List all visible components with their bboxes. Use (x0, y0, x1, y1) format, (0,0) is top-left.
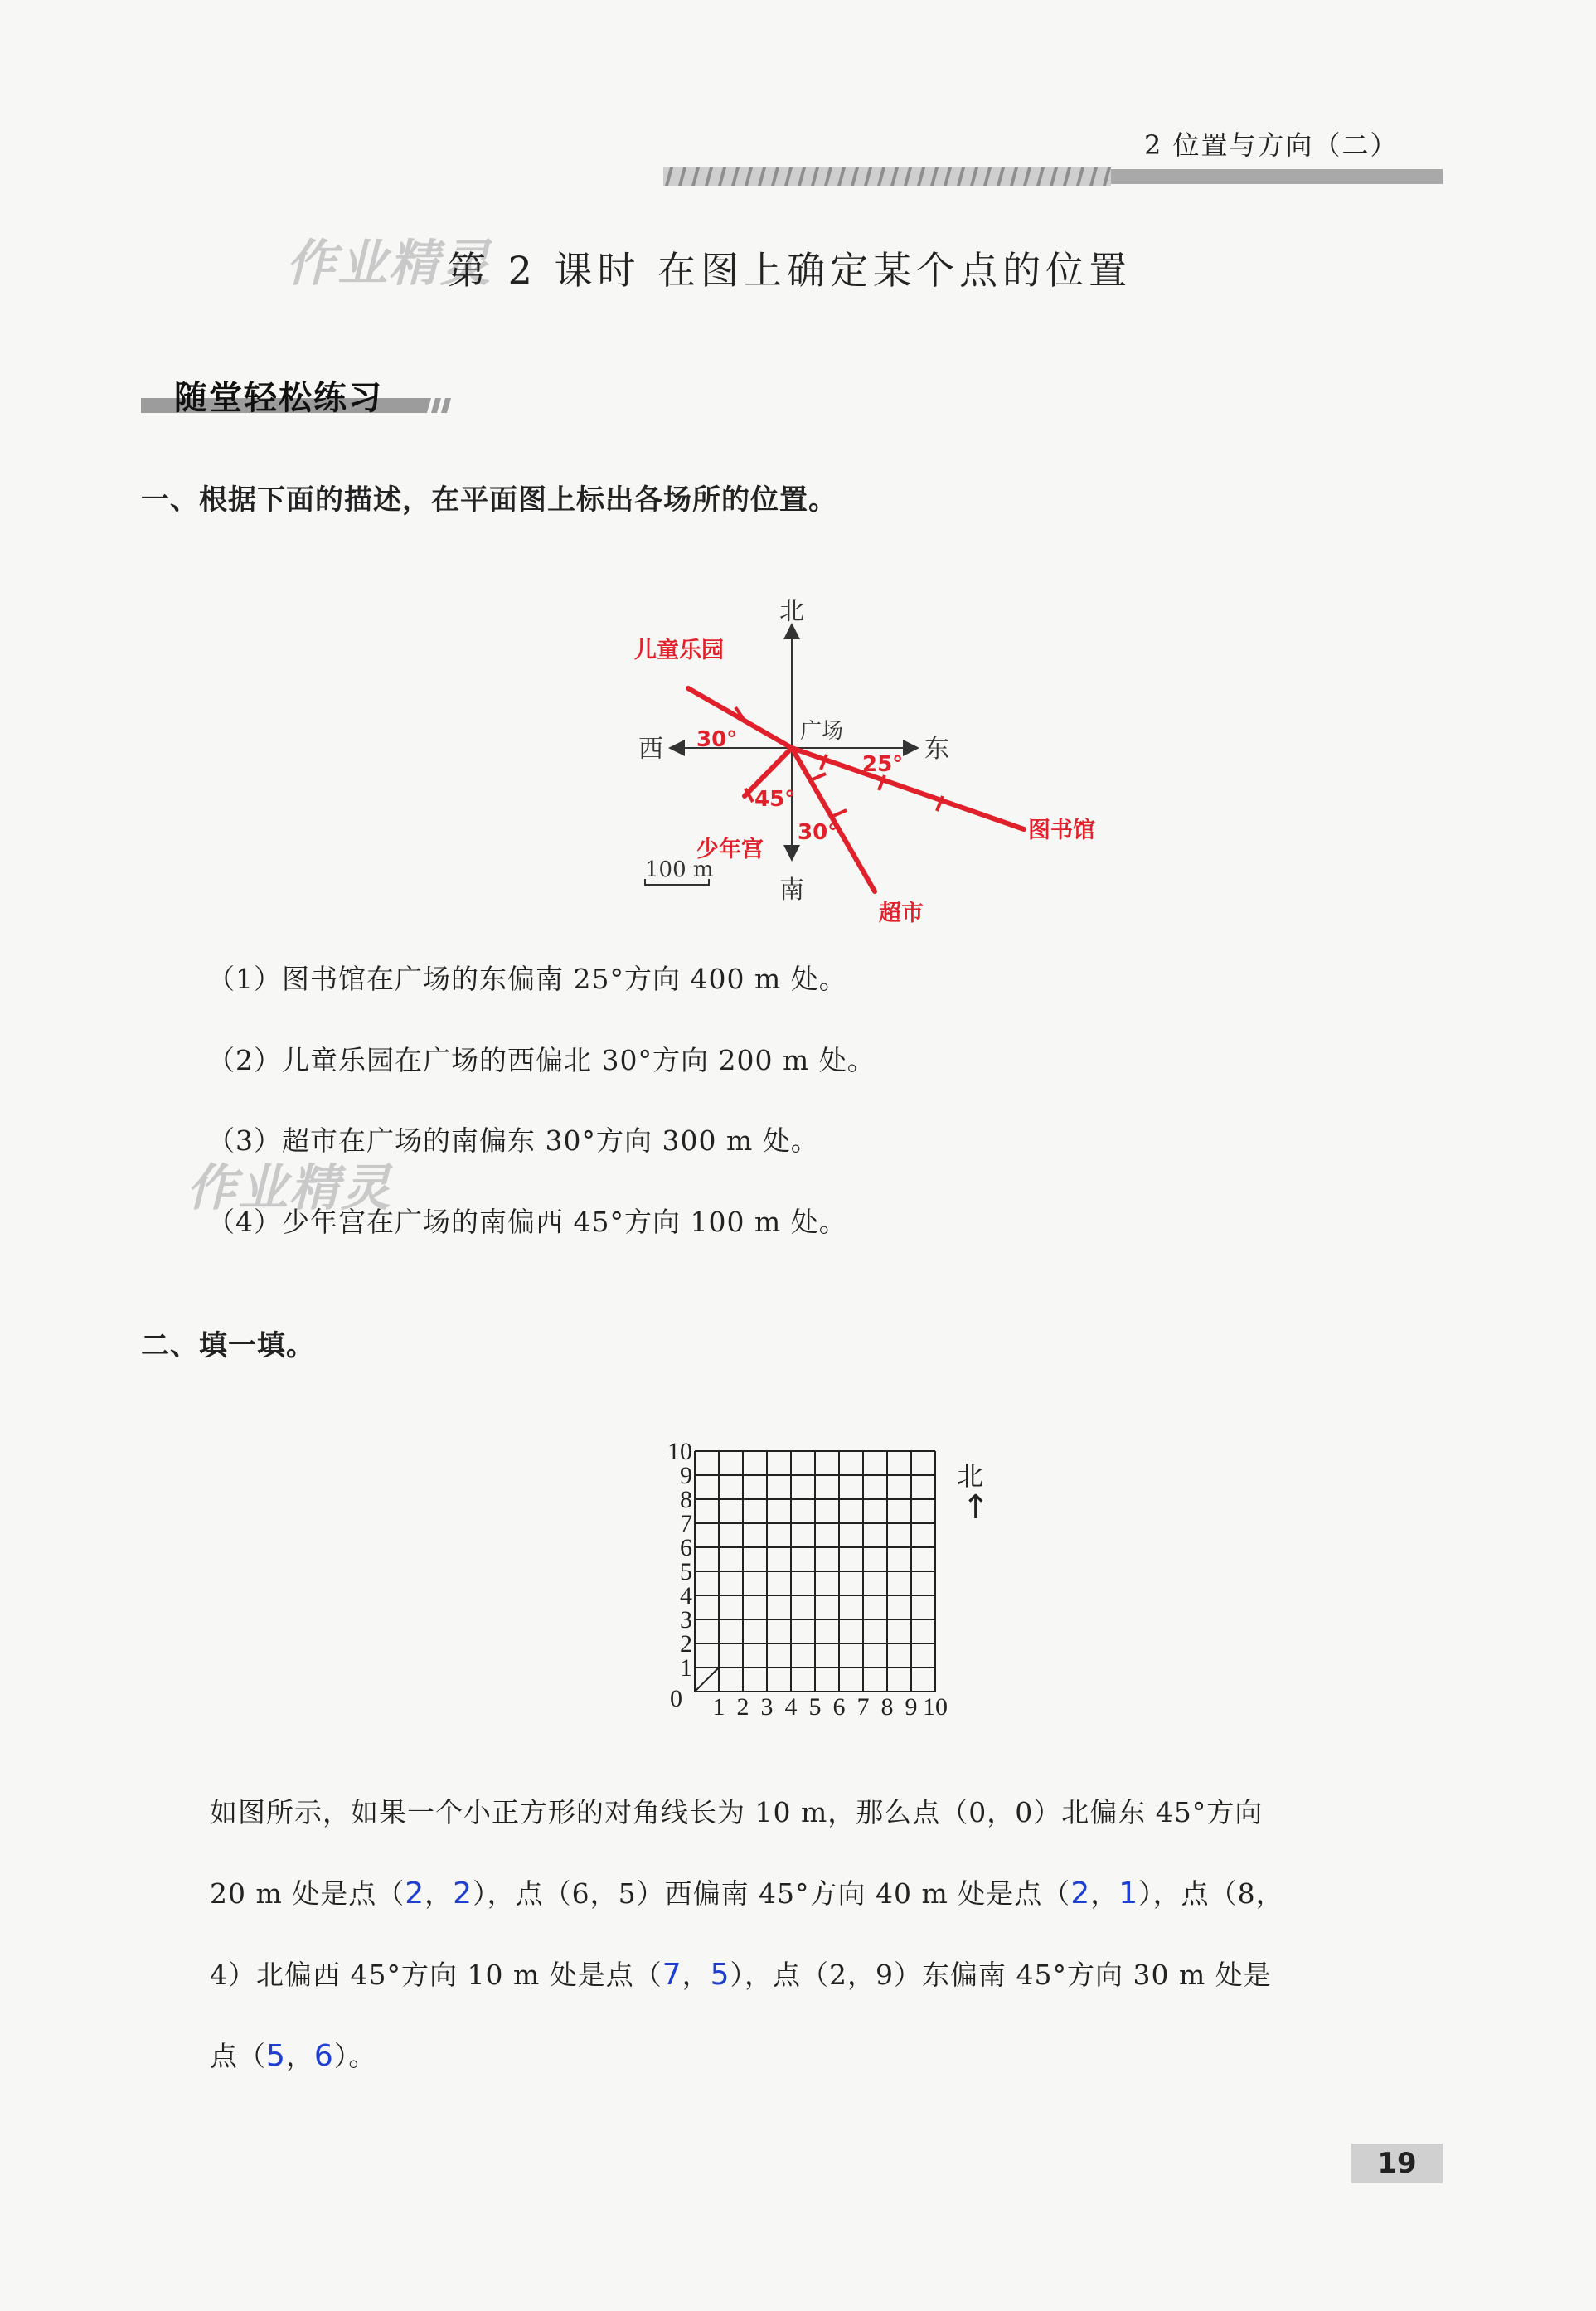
grid-y-tick-label: 2 (680, 1630, 692, 1658)
direction-diagram (605, 585, 1119, 933)
q2-text: ），点（6，5）西偏南 45°方向 40 m 处是点（ (473, 1877, 1071, 1910)
angle-label-youth-palace: 45° (754, 787, 796, 812)
watermark-2: 作业精灵 (187, 1159, 392, 1217)
grid-y-tick-label: 3 (680, 1606, 692, 1634)
answer-2-y: 1 (1118, 1876, 1139, 1910)
grid-y-tick-label: 5 (680, 1558, 692, 1585)
scale-label: 100 m (645, 857, 714, 882)
grid-y-tick-label: 4 (680, 1582, 692, 1609)
grid-x-tick-label: 4 (784, 1693, 798, 1721)
grid-north-label: 北 (957, 1460, 984, 1492)
q2-text: ， (1090, 1877, 1119, 1910)
grid-y-tick-label: 1 (680, 1654, 692, 1682)
q1-item-4: （4）少年宫在广场的南偏西 45°方向 100 m 处。 (207, 1206, 847, 1238)
place-label-supermarket: 超市 (879, 901, 924, 926)
q2-paragraph-line-1: 如图所示，如果一个小正方形的对角线长为 10 m，那么点（0，0）北偏东 45°方向 (210, 1796, 1264, 1828)
grid-y-tick-label: 7 (680, 1510, 692, 1537)
grid-x-tick-label: 10 (923, 1693, 948, 1721)
grid-y-tick-label: 6 (680, 1534, 692, 1561)
q2-text: ）。 (333, 2040, 377, 2072)
question-1-heading: 一、根据下面的描述，在平面图上标出各场所的位置。 (141, 483, 837, 517)
header-stripe-bar (663, 167, 1443, 186)
grid-x-tick-label: 8 (880, 1693, 894, 1721)
q2-paragraph-line-3 (210, 1954, 1445, 1993)
q2-text: ），点（2，9）东偏南 45°方向 30 m 处是 (730, 1959, 1272, 1991)
q1-item-1: （1）图书馆在广场的东偏南 25°方向 400 m 处。 (207, 963, 847, 995)
angle-label-library: 25° (862, 752, 904, 777)
grid-x-tick-label: 6 (832, 1693, 846, 1721)
page-number: 19 (1351, 2144, 1443, 2183)
q2-text: ， (682, 1959, 711, 1991)
q2-text: ， (285, 2040, 314, 2072)
angle-label-supermarket: 30° (798, 820, 839, 845)
question-2-heading: 二、填一填。 (141, 1329, 315, 1362)
answer-1-x: 2 (405, 1876, 425, 1910)
grid-x-tick-label: 3 (760, 1693, 774, 1721)
origin-diagonal (695, 1668, 719, 1692)
q1-item-3: （3）超市在广场的南偏东 30°方向 300 m 处。 (207, 1124, 819, 1157)
east-label: 东 (924, 735, 949, 764)
q2-text: 4）北偏西 45°方向 10 m 处是点（ (210, 1959, 662, 1991)
answer-3-y: 5 (710, 1958, 730, 1992)
q2-text: ， (424, 1877, 454, 1910)
q2-text: 20 m 处是点（ (210, 1877, 405, 1910)
answer-4-y: 6 (313, 2039, 334, 2073)
north-arrow-icon: ↑ (962, 1488, 990, 1527)
place-label-playground: 儿童乐园 (634, 638, 724, 663)
grid-x-tick-label: 9 (905, 1693, 918, 1721)
grid-x-tick-label: 2 (736, 1693, 749, 1721)
north-label: 北 (779, 597, 804, 626)
grid-x-tick-label: 7 (856, 1693, 870, 1721)
grid-y-tick-label: 9 (680, 1462, 692, 1489)
grid-y-tick-label: 8 (680, 1486, 692, 1513)
grid-x-tick-label: 5 (808, 1693, 822, 1721)
angle-label-playground: 30° (696, 727, 738, 752)
grid-y-tick-label: 10 (667, 1443, 692, 1465)
answer-3-x: 7 (662, 1958, 682, 1992)
lesson-title: 第 2 课时 在图上确定某个点的位置 (448, 248, 1133, 293)
south-label: 南 (779, 876, 804, 905)
coordinate-grid (655, 1443, 1003, 1729)
answer-1-y: 2 (453, 1876, 473, 1910)
answer-2-x: 2 (1070, 1876, 1091, 1910)
q2-paragraph-line-4 (210, 2035, 1445, 2074)
grid-x-tick-label: 1 (712, 1693, 725, 1721)
q2-text: 点（ (210, 2040, 266, 2072)
section-title: 随堂轻松练习 (174, 379, 383, 417)
place-label-youth-palace: 少年宫 (696, 837, 764, 862)
center-label: 广场 (800, 719, 844, 744)
place-label-library: 图书馆 (1028, 818, 1095, 843)
q2-paragraph-line-2 (210, 1872, 1445, 1911)
grid-origin-label: 0 (670, 1685, 682, 1712)
q2-text: ），点（8， (1138, 1877, 1284, 1910)
chapter-label: 2 位置与方向（二） (1144, 129, 1399, 161)
q1-item-2: （2）儿童乐园在广场的西偏北 30°方向 200 m 处。 (207, 1044, 876, 1076)
west-label: 西 (638, 735, 663, 764)
watermark: 作业精灵 (286, 235, 492, 293)
answer-4-x: 5 (266, 2039, 286, 2073)
